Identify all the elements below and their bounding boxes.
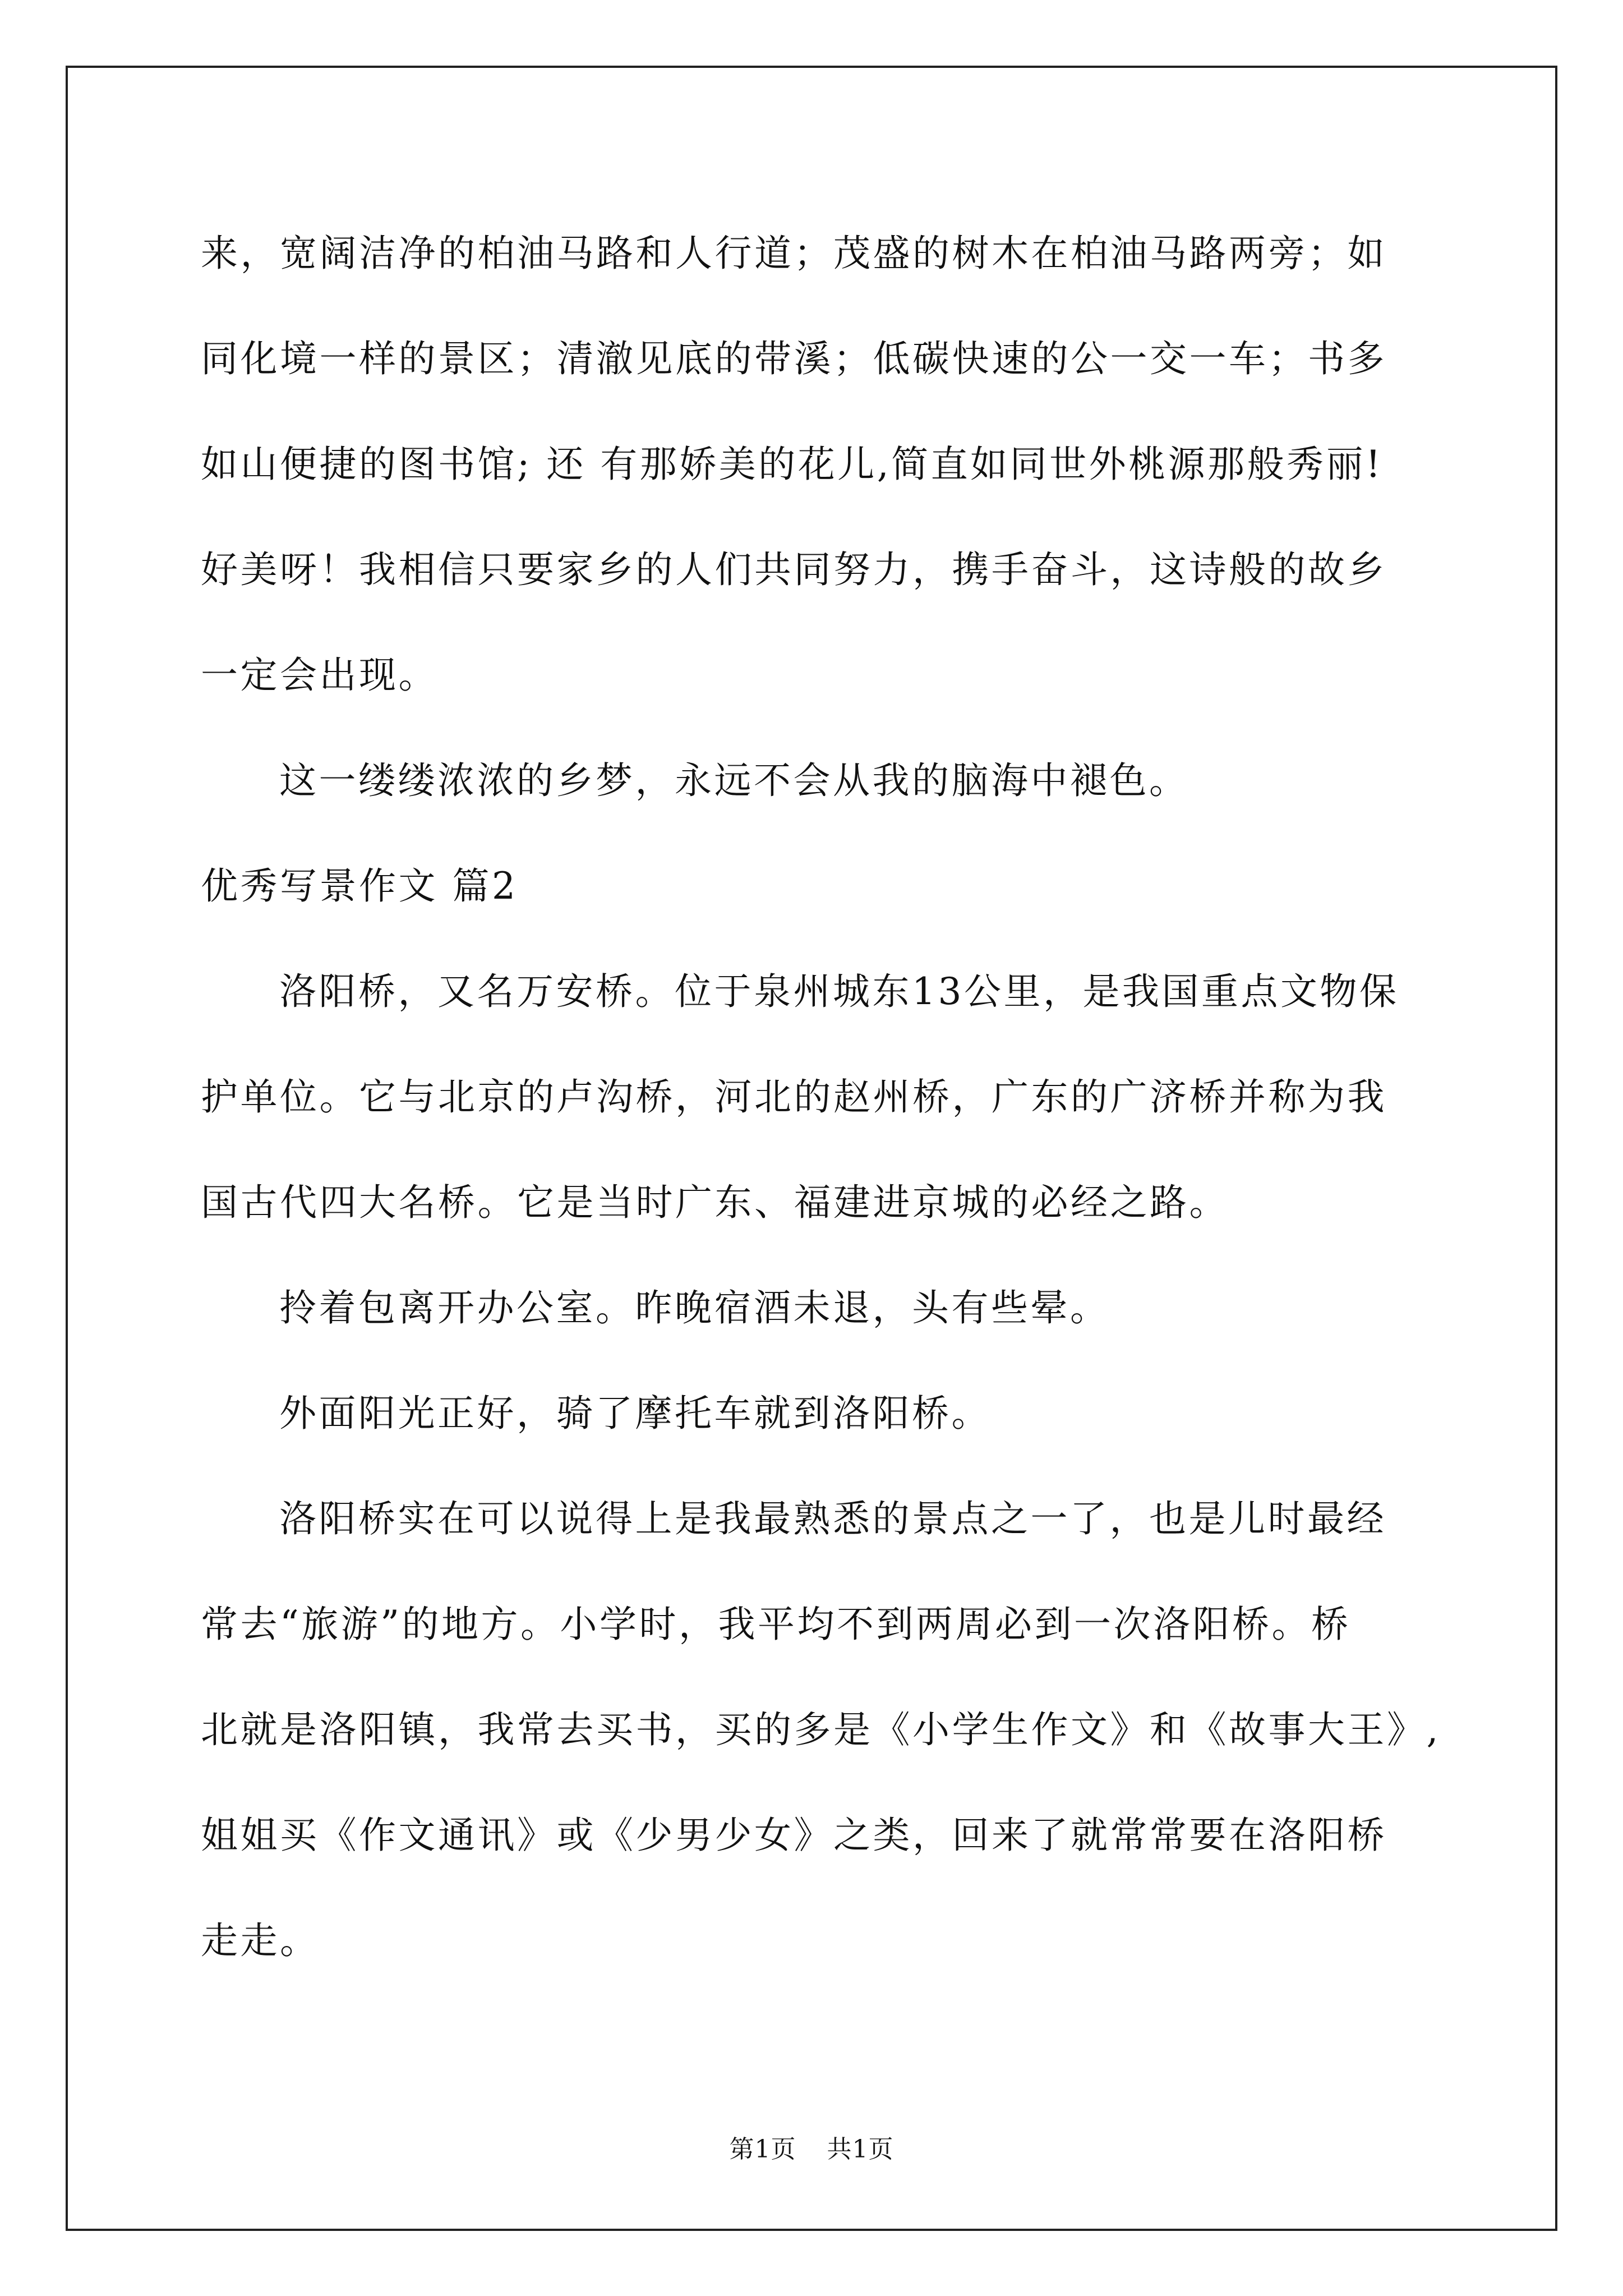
paragraph-line: 如山便捷的图书馆; 还 有那娇美的花儿,简直如同世外桃源那般秀丽! [201, 443, 1384, 486]
paragraph-line: 护单位。它与北京的卢沟桥，河北的赵州桥，广东的广济桥并称为我 [201, 1075, 1387, 1119]
paragraph-line: 来，宽阔洁净的柏油马路和人行道；茂盛的树木在柏油马路两旁；如 [201, 232, 1387, 275]
paragraph-line: 洛阳桥，又名万安桥。位于泉州城东13公里，是我国重点文物保 [279, 970, 1399, 1013]
section-heading: 优秀写景作文 篇2 [201, 864, 518, 908]
paragraph-line: 北就是洛阳镇，我常去买书，买的多是《小学生作文》和《故事大王》, [201, 1708, 1441, 1751]
document-body [201, 220, 1441, 2013]
paragraph-line: 姐姐买《作文通讯》或《少男少女》之类，回来了就常常要在洛阳桥 [201, 1814, 1387, 1857]
paragraph-line: 这一缕缕浓浓的乡梦，永远不会从我的脑海中褪色。 [279, 759, 1189, 802]
paragraph-line: 拎着包离开办公室。昨晚宿酒未退，头有些晕。 [279, 1286, 1110, 1329]
page-count: 共1页 [827, 2135, 894, 2164]
paragraph-line: 一定会出现。 [201, 654, 438, 697]
paragraph-line: 常去“旅游”的地方。小学时，我平均不到两周必到一次洛阳桥。桥 [201, 1603, 1351, 1646]
paragraph-line: 外面阳光正好，骑了摩托车就到洛阳桥。 [279, 1392, 991, 1435]
paragraph-line: 好美呀！我相信只要家乡的人们共同努力，携手奋斗，这诗般的故乡 [201, 548, 1387, 591]
paragraph-line: 同化境一样的景区；清澈见底的带溪；低碳快速的公一交一车；书多 [201, 337, 1387, 380]
paragraph-line: 国古代四大名桥。它是当时广东、福建进京城的必经之路。 [201, 1181, 1229, 1224]
page-number: 第1页 [729, 2135, 796, 2164]
paragraph-line: 走走。 [201, 1919, 320, 1962]
paragraph-line: 洛阳桥实在可以说得上是我最熟悉的景点之一了，也是儿时最经 [279, 1497, 1386, 1540]
page-footer [0, 2129, 1623, 2165]
